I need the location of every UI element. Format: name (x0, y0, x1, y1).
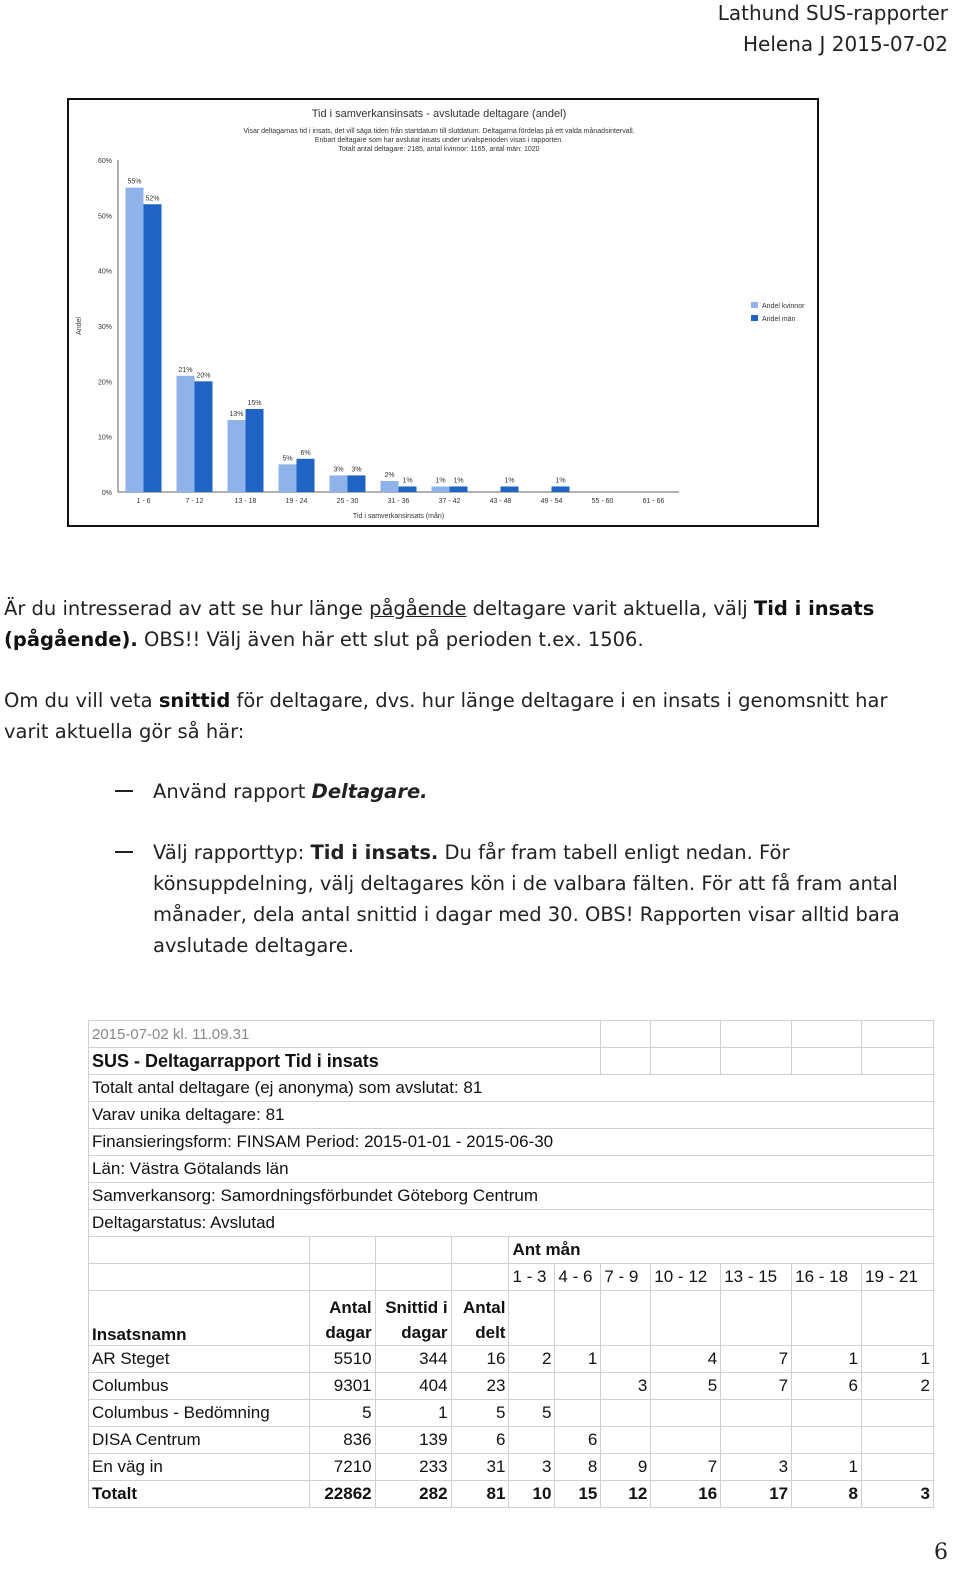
page-number: 6 (934, 1540, 948, 1565)
chart-subtitle-line: Visar deltagarnas tid i insats, det vill säga tiden från startdatum till slutdatum. Deltagarna fördelas på ett valda månadsintervall. (243, 128, 635, 135)
bar-value-label: 3% (333, 466, 344, 474)
p1-bold-b: (pågående). (4, 628, 138, 651)
bar-value-label: 1% (555, 477, 566, 485)
dash-bullet (115, 851, 133, 853)
legend-label: Andel kvinnor (762, 303, 805, 310)
b1-text: Använd rapport (153, 780, 312, 803)
bar (144, 204, 162, 492)
bar (177, 376, 195, 492)
table-cell: 4 (651, 1346, 721, 1373)
b2-text-e: avslutade deltagare. (153, 934, 355, 957)
table-cell (555, 1400, 601, 1427)
table-cell: 344 (375, 1346, 451, 1373)
table-cell: 3 (721, 1454, 792, 1481)
x-tick-label: 7 - 12 (185, 498, 204, 505)
b2-text-b: Du får fram tabell enligt nedan. För (438, 841, 790, 864)
y-tick-label: 50% (97, 213, 112, 221)
group-header-ant-man: Ant mån (509, 1237, 934, 1264)
y-tick-label: 10% (97, 434, 112, 442)
table-cell: 8 (555, 1454, 601, 1481)
bar (246, 409, 264, 492)
bar-value-label: 55% (127, 178, 142, 186)
table-cell: 9 (601, 1454, 651, 1481)
bar (228, 420, 246, 492)
report-info-line: Finansieringsform: FINSAM Period: 2015-01-01 - 2015-06-30 (89, 1129, 934, 1156)
table-cell: 5510 (309, 1346, 375, 1373)
table-cell: 15 (555, 1481, 601, 1508)
table-cell: 139 (375, 1427, 451, 1454)
p2-text-c: varit aktuella gör så här: (4, 720, 245, 743)
p1-underlined: pågående (369, 597, 467, 620)
table-cell: 5 (309, 1400, 375, 1427)
bar (279, 464, 297, 492)
col-header-antal-delt: Antal delt (451, 1291, 509, 1346)
table-cell: 3 (601, 1373, 651, 1400)
chart-subtitle-line: Enbart deltagare som har avslutat insats under urvalsperioden visas i rapporten. (314, 137, 564, 144)
bar-value-label: 20% (196, 372, 211, 380)
table-cell: 1 (862, 1346, 934, 1373)
bar (501, 486, 519, 492)
table-cell: 5 (651, 1373, 721, 1400)
table-cell (721, 1427, 792, 1454)
bar (330, 475, 348, 492)
table-row (89, 1373, 934, 1400)
y-tick-label: 30% (97, 324, 112, 331)
table-row (89, 1454, 934, 1481)
p2-text-a: Om du vill veta (4, 689, 159, 712)
report-info-line: Varav unika deltagare: 81 (89, 1102, 934, 1129)
chart-screenshot (67, 98, 819, 527)
table-cell (601, 1427, 651, 1454)
table-cell: 3 (509, 1454, 555, 1481)
p1-text-b: deltagare varit aktuella, välj (466, 597, 754, 620)
table-cell (601, 1346, 651, 1373)
table-cell (651, 1427, 721, 1454)
table-cell: 9301 (309, 1373, 375, 1400)
y-axis-label: Andel (76, 317, 83, 335)
bar-value-label: 13% (229, 411, 244, 419)
bar (432, 486, 450, 492)
table-cell (509, 1373, 555, 1400)
bar (552, 486, 570, 492)
p1-text-a: Är du intresserad av att se hur länge (4, 597, 370, 620)
table-cell: 5 (451, 1400, 509, 1427)
table-cell (721, 1400, 792, 1427)
table-cell: 836 (309, 1427, 375, 1454)
bar-chart (69, 100, 817, 525)
x-tick-label: 55 - 60 (591, 498, 614, 505)
table-row (89, 1400, 934, 1427)
report-info-line: Deltagarstatus: Avslutad (89, 1210, 934, 1237)
bar-value-label: 5% (282, 455, 293, 463)
table-cell: 7 (651, 1454, 721, 1481)
table-cell: 22862 (309, 1481, 375, 1508)
bar-value-label: 15% (247, 400, 262, 407)
table-cell: 233 (375, 1454, 451, 1481)
bar (381, 481, 399, 492)
bar (348, 475, 366, 492)
table-cell (862, 1454, 934, 1481)
col-header-month: 10 - 12 (651, 1264, 721, 1291)
bar-value-label: 1% (453, 477, 464, 485)
table-cell (601, 1400, 651, 1427)
header-title: Lathund SUS-rapporter (717, 1, 948, 25)
p1-text-c: OBS!! Välj även här ett slut på perioden t.ex. 1506. (137, 628, 644, 651)
paragraph-snittid (4, 685, 934, 747)
p2-text-b: för deltagare, dvs. hur länge deltagare i en insats i genomsnitt har (230, 689, 888, 712)
table-cell: 12 (601, 1481, 651, 1508)
table-cell: 23 (451, 1373, 509, 1400)
table-total-row (89, 1481, 934, 1508)
report-title: SUS - Deltagarrapport Tid i insats (89, 1048, 601, 1075)
x-axis-label: Tid i samverkansinsats (mån) (352, 513, 445, 520)
y-tick-label: 40% (97, 268, 112, 276)
col-header-month: 4 - 6 (555, 1264, 601, 1291)
bar (399, 486, 417, 492)
table-cell: 1 (792, 1346, 862, 1373)
b1-bold: Deltagare. (311, 780, 428, 803)
col-header-snittid: Snittid i dagar (375, 1291, 451, 1346)
b2-text-c: könsuppdelning, välj deltagares kön i de valbara fälten. För att få fram antal (153, 872, 898, 895)
col-header-month: 13 - 15 (721, 1264, 792, 1291)
p2-bold: snittid (158, 689, 231, 712)
legend-swatch (751, 315, 758, 321)
bar-value-label: 3% (351, 466, 362, 474)
bar (297, 459, 315, 492)
table-cell: 7 (721, 1346, 792, 1373)
bar-value-label: 52% (145, 195, 160, 203)
bar-value-label: 6% (300, 449, 311, 457)
col-header-month: 1 - 3 (509, 1264, 555, 1291)
table-cell: 16 (651, 1481, 721, 1508)
x-tick-label: 37 - 42 (438, 498, 461, 505)
table-cell: AR Steget (89, 1346, 310, 1373)
table-cell (862, 1427, 934, 1454)
legend-label: Andel män (762, 316, 796, 323)
report-timestamp: 2015-07-02 kl. 11.09.31 (89, 1021, 601, 1048)
table-cell: 1 (555, 1346, 601, 1373)
table-cell: 16 (451, 1346, 509, 1373)
table-cell: 6 (451, 1427, 509, 1454)
table-cell (792, 1427, 862, 1454)
chart-title: Tid i samverkansinsats - avslutade deltagare (andel) (311, 108, 567, 120)
table-cell: 2 (862, 1373, 934, 1400)
table-cell: 6 (792, 1373, 862, 1400)
header-author-date: Helena J 2015-07-02 (743, 32, 948, 56)
table-cell: 1 (792, 1454, 862, 1481)
dash-bullet (115, 790, 133, 792)
report-info-line: Totalt antal deltagare (ej anonyma) som avslutat: 81 (89, 1075, 934, 1102)
col-header-month: 16 - 18 (792, 1264, 862, 1291)
report-info-line: Län: Västra Götalands län (89, 1156, 934, 1183)
table-cell: En väg in (89, 1454, 310, 1481)
table-cell (651, 1400, 721, 1427)
table-cell: 17 (721, 1481, 792, 1508)
x-tick-label: 1 - 6 (136, 498, 151, 505)
bar-value-label: 1% (435, 477, 446, 485)
col-header-insatsnamn: Insatsnamn (89, 1291, 310, 1346)
table-cell (555, 1373, 601, 1400)
table-row (89, 1427, 934, 1454)
page-header (718, 0, 948, 60)
bar (126, 188, 144, 492)
table-cell: 7210 (309, 1454, 375, 1481)
b2-text-a: Välj rapporttyp: (153, 841, 311, 864)
legend-swatch (751, 302, 758, 308)
x-tick-label: 49 - 54 (540, 498, 563, 505)
table-cell (792, 1400, 862, 1427)
p1-bold-a: Tid i insats (753, 597, 875, 620)
table-cell (509, 1427, 555, 1454)
table-cell: 404 (375, 1373, 451, 1400)
bar (450, 486, 468, 492)
x-tick-label: 19 - 24 (285, 498, 308, 505)
table-cell: 282 (375, 1481, 451, 1508)
x-tick-label: 61 - 66 (642, 498, 665, 505)
bar-value-label: 1% (402, 477, 413, 485)
table-cell: Totalt (89, 1481, 310, 1508)
chart-subtitle-line: Totalt antal deltagare: 2185, antal kvinnor: 1165, antal män: 1020 (338, 146, 540, 153)
paragraph-pagaende (4, 593, 934, 655)
x-tick-label: 13 - 18 (234, 498, 257, 505)
table-cell: 7 (721, 1373, 792, 1400)
table-cell: 5 (509, 1400, 555, 1427)
table-cell: 81 (451, 1481, 509, 1508)
x-tick-label: 25 - 30 (336, 498, 359, 505)
table-cell: 6 (555, 1427, 601, 1454)
bar (195, 381, 213, 492)
table-cell: 31 (451, 1454, 509, 1481)
y-tick-label: 20% (97, 379, 112, 387)
table-cell: DISA Centrum (89, 1427, 310, 1454)
table-cell: 3 (862, 1481, 934, 1508)
bar-value-label: 21% (178, 366, 193, 374)
report-info-line: Samverkansorg: Samordningsförbundet Göteborg Centrum (89, 1183, 934, 1210)
report-table (88, 1020, 934, 1508)
bar-value-label: 1% (504, 477, 515, 485)
col-header-antal-dagar: Antal dagar (309, 1291, 375, 1346)
table-cell: 8 (792, 1481, 862, 1508)
table-cell: 10 (509, 1481, 555, 1508)
b2-bold: Tid i insats. (310, 841, 439, 864)
col-header-month: 7 - 9 (601, 1264, 651, 1291)
table-cell: 2 (509, 1346, 555, 1373)
x-tick-label: 43 - 48 (489, 498, 512, 505)
y-tick-label: 0% (101, 490, 112, 497)
table-cell: Columbus (89, 1373, 310, 1400)
x-tick-label: 31 - 36 (387, 498, 410, 505)
table-cell: 1 (375, 1400, 451, 1427)
table-cell (862, 1400, 934, 1427)
bar-value-label: 2% (384, 471, 395, 479)
y-tick-label: 60% (97, 158, 112, 165)
b2-text-d: månader, dela antal snittid i dagar med 30. OBS! Rapporten visar alltid bara (153, 903, 900, 926)
table-cell: Columbus - Bedömning (89, 1400, 310, 1427)
col-header-month: 19 - 21 (862, 1264, 934, 1291)
table-row (89, 1346, 934, 1373)
